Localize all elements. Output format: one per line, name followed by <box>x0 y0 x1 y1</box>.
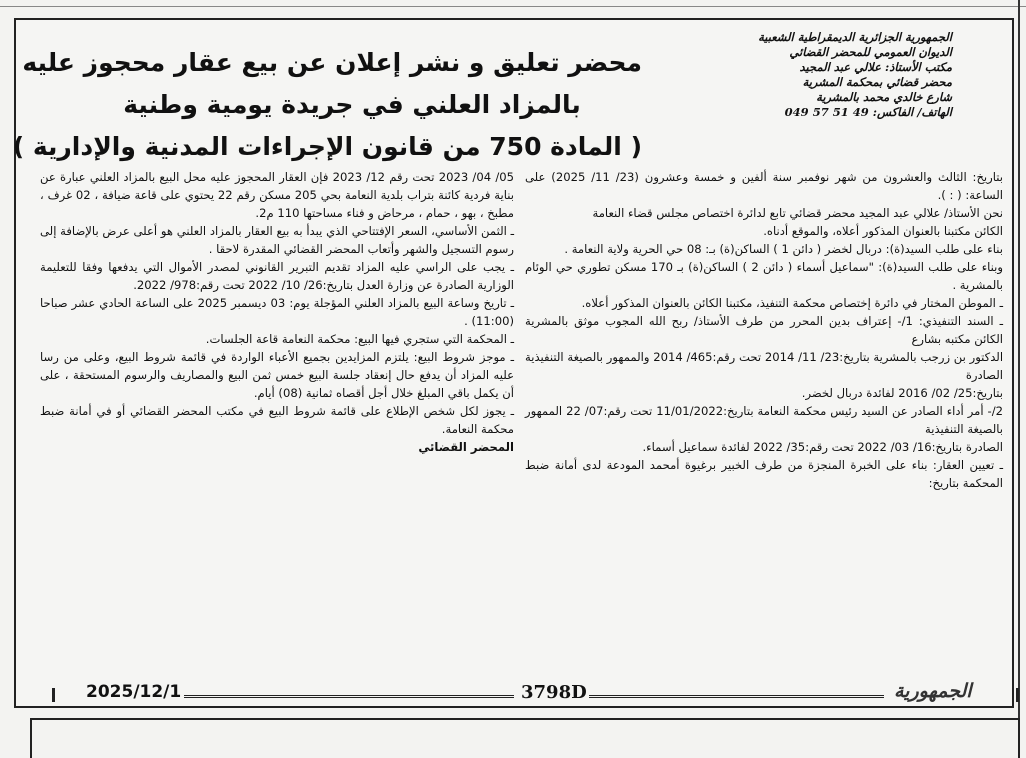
header-line: مكتب الأستاذ: علالي عبد المجيد <box>799 60 952 74</box>
title-line-3: ( المادة 750 من قانون الإجراءات المدنية والإدارية ) <box>12 132 642 161</box>
left-column <box>40 168 514 456</box>
header-line: محضر قضائي بمحكمة المشرية <box>802 75 952 89</box>
paragraph: ـ تاريخ وساعة البيع بالمزاد العلني المؤجلة يوم: 03 ديسمبر 2025 على الساعة الحادي عشر صباحا (11:00) . <box>40 296 515 328</box>
footer-date: 2025/12/1 <box>86 682 182 702</box>
next-notice-frame <box>30 718 1020 758</box>
paragraph: ـ موجز شروط البيع: يلتزم المزايدين بجميع الأعباء الواردة في قائمة شروط البيع، وعلى من رسا عليه المزاد أن يدفع حال إنعقاد جلسة البيع خمس ثمن البيع والمصاريف والرسوم المستحقة ، على أن يكمل باقي المبلغ خلال أجل أقصاه ثمانية (08) أيام. <box>40 350 514 400</box>
paragraph: ـ المحكمة التي ستجري فيها البيع: محكمة النعامة قاعة الجلسات. <box>205 332 514 346</box>
footer-right-mark <box>1006 688 1019 702</box>
title-line-2: بالمزاد العلني في جريدة يومية وطنية <box>123 90 581 119</box>
paragraph: نحن الأستاذ/ علالي عبد المجيد محضر قضائي تابع لدائرة اختصاص مجلس قضاء النعامة <box>592 206 1003 220</box>
footer-rule-left <box>184 695 514 698</box>
page-footer <box>24 682 1014 710</box>
header-line: الجمهورية الجزائرية الديمقراطية الشعبية <box>758 30 952 44</box>
paragraph: بتاريخ: الثالث والعشرون من شهر نوفمبر سنة ألفين و خمسة وعشرون (23/ 11/ 2025) على الساعة: ( : ). <box>525 170 1004 202</box>
paragraph: 2/- أمر أداء الصادر عن السيد رئيس محكمة النعامة بتاريخ:11/01/2022 تحت رقم:07/ 22 الممهور بالصيغة التنفيذية <box>525 404 1003 436</box>
paragraph: 05/ 04/ 2023 تحت رقم 12/ 2023 فإن العقار المحجوز عليه محل البيع بالمزاد العلني عبارة عن بناية فردية كائنة بتراب بلدية النعامة بحي 205 مسكن رقم 22 يحتوي على قاعة ضيافة ، 02 غرف ، مطبخ ، بهو ، حمام ، مرحاض و فناء مساحتها 110 م2. <box>40 170 515 220</box>
paragraph: ـ الموطن المختار في دائرة إختصاص محكمة التنفيذ، مكتبنا الكائن بالعنوان المذكور أعلاه. <box>581 296 1003 310</box>
footer-code: 3798D <box>521 682 587 703</box>
paragraph: الدكتور بن زرجب بالمشرية بتاريخ:23/ 11/ 2014 تحت رقم:465/ 2014 والممهور بالصيغة التنفيذية الصادرة <box>525 350 1004 382</box>
footer-left-mark <box>52 688 65 702</box>
paragraph: الكائن مكتبنا بالعنوان المذكور أعلاه، والموقع أدناه. <box>763 224 1003 238</box>
paragraph: بناء على طلب السيد(ة): دربال لخضر ( دائن 1 ) الساكن(ة) بـ: 08 حي الحرية ولاية النعامة . <box>564 242 1003 256</box>
paragraph: بتاريخ:25/ 02/ 2016 لفائدة دربال لخضر. <box>801 386 1003 400</box>
paragraph: ـ الثمن الأساسي، السعر الإفتتاحي الذي يبدأ به بيع العقار بالمزاد العلني هو أعلى عرض بالإضافة إلى رسوم التسجيل والشهر وأتعاب المحضر القضائي المقدرة لاحقا . <box>40 224 514 256</box>
newspaper-logo: الجمهورية <box>894 680 972 702</box>
header-line: الهاتف/ الفاكس: 49 51 57 049 <box>784 105 952 119</box>
paragraph: ـ يجب على الراسي عليه المزاد تقديم التبرير القانوني لمصدر الأموال التي يدفعها وفقا للتعليمة الوزارية الصادرة عن وزارة العدل بتاريخ:26/ 10/ 2022 تحت رقم:978/ 2022. <box>40 260 514 292</box>
title-line-1: محضر تعليق و نشر إعلان عن بيع عقار محجوز عليه <box>22 48 642 77</box>
footer-rule-right <box>589 695 884 698</box>
signature: المحضر القضائي <box>418 440 514 454</box>
header-line: الديوان العمومي للمحضر القضائي <box>789 45 952 59</box>
paragraph: ـ تعيين العقار: بناء على الخبرة المنجزة من طرف الخبير برغيوة أمحمد المودعة لدى أمانة ضبط المحكمة بتاريخ: <box>525 458 1003 490</box>
paragraph: ـ السند التنفيذي: 1/- إعتراف بدين المحرر من طرف الأستاذ/ ربح الله المجوب موثق بالمشرية الكائن مكتبه بشارع <box>525 314 1003 346</box>
paragraph: وبناء على طلب السيد(ة): "سماعيل أسماء ( دائن 2 ) الساكن(ة) بـ 170 مسكن تطوري حي الوئام بالمشرية . <box>525 260 1003 292</box>
page-right-edge <box>1018 0 1020 742</box>
paragraph: الصادرة بتاريخ:16/ 03/ 2022 تحت رقم:35/ 2022 لفائدة سماعيل أسماء. <box>642 440 1003 454</box>
header-line: شارع خالدي محمد بالمشرية <box>816 90 952 104</box>
right-column <box>525 168 1003 492</box>
page-top-edge <box>0 0 1026 7</box>
paragraph: ـ يجوز لكل شخص الإطلاع على قائمة شروط البيع في مكتب المحضر القضائي أو في أمانة ضبط محكمة النعامة. <box>40 404 514 436</box>
office-header <box>720 30 952 120</box>
notice-title <box>12 42 642 168</box>
